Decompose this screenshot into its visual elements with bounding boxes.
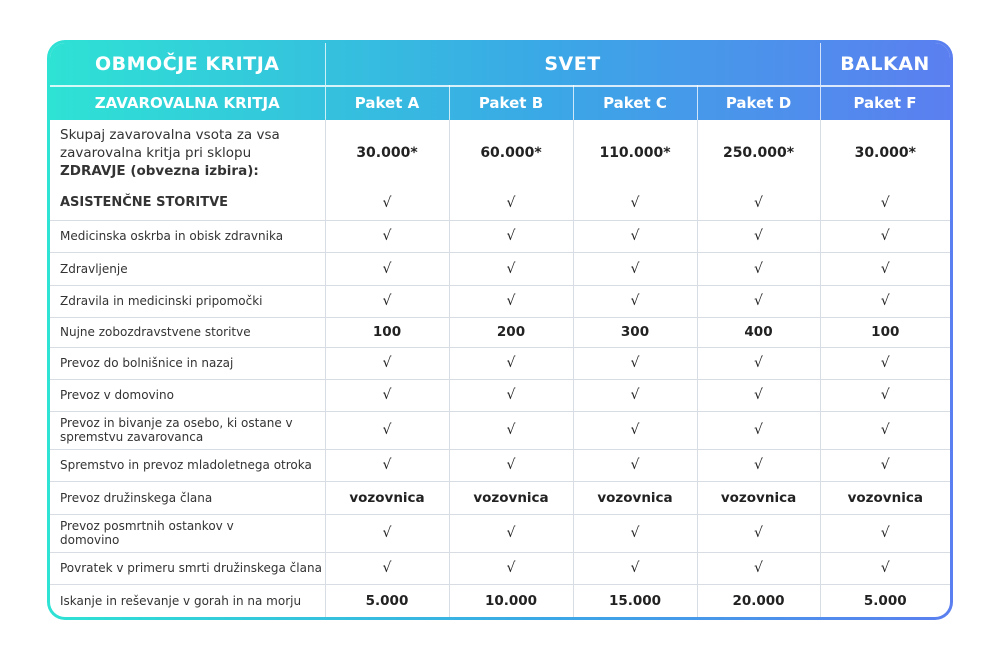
table-row <box>50 481 950 514</box>
check-mark-cell: √ <box>325 252 449 285</box>
value-cell: 5.000 <box>325 584 449 617</box>
value-cell: 20.000 <box>697 584 820 617</box>
check-mark-cell: √ <box>573 411 697 449</box>
package-b: Paket B <box>449 86 573 119</box>
check-mark-cell: √ <box>325 552 449 584</box>
coverage-label: ZAVAROVALNA KRITJA <box>50 86 325 119</box>
table-row <box>50 252 950 285</box>
table-row <box>50 220 950 252</box>
check-mark-cell: √ <box>325 379 449 411</box>
row-label: Nujne zobozdravstvene storitve <box>50 317 325 347</box>
check-mark-cell: √ <box>573 552 697 584</box>
sum-insured-row <box>50 119 950 187</box>
row-label: Prevoz v domovino <box>50 379 325 411</box>
row-label: ASISTENČNE STORITVE <box>50 187 325 220</box>
check-mark-cell: √ <box>325 514 449 552</box>
check-mark-cell: √ <box>573 514 697 552</box>
check-mark-cell: √ <box>449 449 573 481</box>
table-row <box>50 411 950 449</box>
value-cell: vozovnica <box>573 481 697 514</box>
row-label: Medicinska oskrba in obisk zdravnika <box>50 220 325 252</box>
table-row <box>50 379 950 411</box>
row-label: Prevoz družinskega člana <box>50 481 325 514</box>
sum-value: 110.000* <box>573 119 697 187</box>
check-mark-cell: √ <box>325 285 449 317</box>
check-mark-cell: √ <box>820 514 950 552</box>
check-mark-cell: √ <box>573 347 697 379</box>
check-mark-cell: √ <box>697 187 820 220</box>
world-label: SVET <box>325 43 820 86</box>
coverage-rows <box>50 187 950 617</box>
check-mark-cell: √ <box>325 220 449 252</box>
table-row <box>50 285 950 317</box>
sum-value: 30.000* <box>854 145 916 161</box>
value-cell: 10.000 <box>449 584 573 617</box>
check-mark-cell: √ <box>697 411 820 449</box>
row-label: Povratek v primeru smrti družinskega člana <box>50 552 325 584</box>
check-mark-cell: √ <box>820 252 950 285</box>
package-f: Paket F <box>820 86 950 119</box>
check-mark-cell: √ <box>820 285 950 317</box>
check-mark-cell: √ <box>820 220 950 252</box>
header-row-packages <box>50 86 950 119</box>
value-cell: 5.000 <box>863 592 907 609</box>
table-row <box>50 347 950 379</box>
check-mark-cell: √ <box>449 552 573 584</box>
check-mark-cell: √ <box>449 252 573 285</box>
table-row <box>50 187 950 220</box>
package-a: Paket A <box>325 86 449 119</box>
check-mark-cell: √ <box>573 379 697 411</box>
row-label: Spremstvo in prevoz mladoletnega otroka <box>50 449 325 481</box>
check-mark-cell: √ <box>697 252 820 285</box>
value-cell: vozovnica <box>697 481 820 514</box>
check-mark-cell: √ <box>449 187 573 220</box>
row-label: Iskanje in reševanje v gorah in na morju <box>50 584 325 617</box>
coverage-table-inner <box>50 43 950 617</box>
sum-value: 250.000* <box>697 119 820 187</box>
package-c: Paket C <box>573 86 697 119</box>
check-mark-cell: √ <box>325 347 449 379</box>
check-mark-cell: √ <box>573 187 697 220</box>
value-cell: 15.000 <box>573 584 697 617</box>
value-cell: vozovnica <box>449 481 573 514</box>
check-mark-cell: √ <box>449 347 573 379</box>
check-mark-cell: √ <box>325 411 449 449</box>
check-mark-cell: √ <box>697 514 820 552</box>
check-mark-cell: √ <box>820 347 950 379</box>
check-mark-cell: √ <box>449 285 573 317</box>
check-mark-cell: √ <box>325 187 449 220</box>
value-cell: 300 <box>573 317 697 347</box>
check-mark-cell: √ <box>820 411 950 449</box>
value-cell: 100 <box>325 317 449 347</box>
row-label: Prevoz in bivanje za osebo, ki ostane v spremstvu zavarovanca <box>50 411 325 449</box>
check-mark-cell: √ <box>573 449 697 481</box>
check-mark-cell: √ <box>449 379 573 411</box>
row-label: Zdravila in medicinski pripomočki <box>50 285 325 317</box>
check-mark-cell: √ <box>697 347 820 379</box>
header-row-area <box>50 43 950 86</box>
check-mark-cell: √ <box>697 449 820 481</box>
table-row <box>50 317 950 347</box>
table-row <box>50 584 950 617</box>
check-mark-cell: √ <box>820 449 950 481</box>
row-label: Prevoz posmrtnih ostankov v domovino <box>50 514 325 552</box>
check-mark-cell: √ <box>573 252 697 285</box>
check-mark-cell: √ <box>697 285 820 317</box>
area-label: OBMOČJE KRITJA <box>50 43 325 86</box>
row-label: Zdravljenje <box>50 252 325 285</box>
value-cell: 100 <box>820 317 950 347</box>
coverage-table <box>50 43 950 617</box>
check-mark-cell: √ <box>573 285 697 317</box>
row-label: Prevoz do bolnišnice in nazaj <box>50 347 325 379</box>
check-mark-cell: √ <box>325 449 449 481</box>
check-mark-cell: √ <box>697 220 820 252</box>
balkan-label: BALKAN <box>820 43 950 86</box>
value-cell: vozovnica <box>820 481 950 514</box>
value-cell: vozovnica <box>325 481 449 514</box>
coverage-table-frame <box>47 40 953 620</box>
value-cell: 200 <box>449 317 573 347</box>
table-row <box>50 514 950 552</box>
sum-value: 60.000* <box>449 119 573 187</box>
check-mark-cell: √ <box>820 379 950 411</box>
check-mark-cell: √ <box>820 552 950 584</box>
check-mark-cell: √ <box>449 514 573 552</box>
value-cell: 400 <box>697 317 820 347</box>
check-mark-cell: √ <box>449 220 573 252</box>
package-d: Paket D <box>697 86 820 119</box>
check-mark-cell: √ <box>697 379 820 411</box>
check-mark-cell: √ <box>820 187 950 220</box>
sum-value: 30.000* <box>325 119 449 187</box>
table-row <box>50 449 950 481</box>
table-row <box>50 552 950 584</box>
check-mark-cell: √ <box>449 411 573 449</box>
check-mark-cell: √ <box>697 552 820 584</box>
sum-insured-label: Skupaj zavarovalna vsota za vsa zavarovalna kritja pri sklopu ZDRAVJE (obvezna izbira): <box>50 119 325 187</box>
check-mark-cell: √ <box>573 220 697 252</box>
